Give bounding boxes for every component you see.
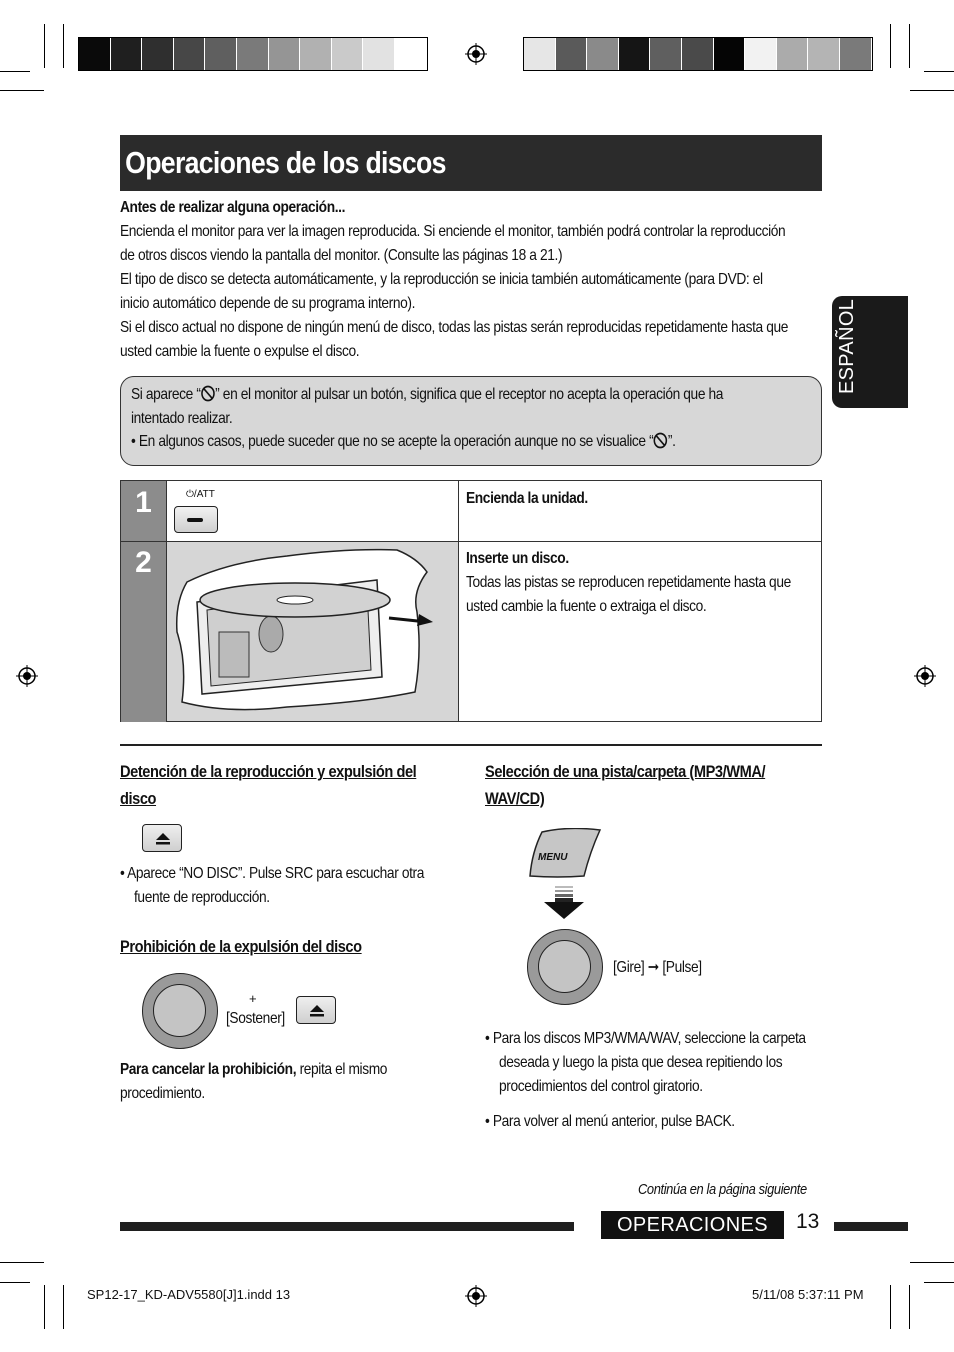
cancel-text: repita el mismo (296, 1061, 388, 1078)
color-swatch (363, 38, 395, 70)
intro-line: usted cambie la fuente o expulse el disco. (120, 343, 360, 360)
color-swatch (650, 38, 682, 70)
registration-mark-icon (465, 1285, 487, 1307)
cancel-text: procedimiento. (120, 1085, 205, 1102)
color-swatch (524, 38, 556, 70)
color-swatch (587, 38, 619, 70)
color-swatch (714, 38, 746, 70)
note-text: Si aparece “ (131, 386, 201, 403)
power-att-button[interactable] (174, 506, 218, 533)
eject-button[interactable] (296, 996, 336, 1024)
eject-button[interactable] (142, 824, 182, 852)
cancel-bold: Para cancelar la prohibición, (120, 1061, 297, 1078)
prohibited-icon (201, 385, 216, 402)
print-file-info: SP12-17_KD-ADV5580[J]1.indd 13 (87, 1287, 291, 1302)
intro-line: Si el disco actual no dispone de ningún menú de disco, todas las pistas serán reproducidas repetidamente hasta que (120, 319, 789, 336)
color-swatch (619, 38, 651, 70)
step-text: Todas las pistas se reproducen repetidamente hasta que (466, 574, 791, 591)
down-arrow-icon (544, 886, 584, 920)
eject-icon (143, 825, 183, 853)
step-number: 1 (121, 481, 166, 541)
note-box (120, 376, 822, 466)
prohibited-icon (653, 432, 668, 449)
color-swatch (142, 38, 174, 70)
intro-line: Encienda el monitor para ver la imagen reproducida. Si enciende el monitor, también podrá controlar la reproducción (120, 223, 786, 240)
color-swatch (395, 38, 427, 70)
stop-bullet (120, 862, 473, 910)
dial-instruction (613, 956, 702, 980)
step-2-text (466, 547, 844, 619)
color-swatch (682, 38, 714, 70)
hold-label: [Sostener] (226, 1010, 285, 1027)
color-swatch (174, 38, 206, 70)
print-date-info: 5/11/08 5:37:11 PM (752, 1287, 864, 1302)
control-dial[interactable] (527, 929, 603, 1005)
menu-label: MENU (538, 852, 568, 863)
section-heading: WAV/CD) (485, 789, 545, 808)
color-calibration-bar-right (523, 37, 873, 71)
step-title: Encienda la unidad. (466, 490, 588, 507)
arrow-right-icon: ➞ (647, 959, 659, 976)
power-button-label: ⏻/ATT (186, 489, 215, 500)
intro-heading: Antes de realizar alguna operación... (120, 199, 346, 216)
menu-button[interactable] (528, 828, 602, 878)
color-swatch (300, 38, 332, 70)
color-swatch (111, 38, 143, 70)
section-heading: Selección de una pista/carpeta (MP3/WMA/ (485, 762, 766, 781)
bullet-text: procedimientos del control giratorio. (499, 1078, 703, 1095)
intro-line: inicio automático depende de su programa interno). (120, 295, 416, 312)
registration-mark-icon (465, 43, 487, 65)
steps-table (120, 480, 822, 722)
continues-note: Continúa en la página siguiente (638, 1181, 807, 1198)
note-text: • En algunos casos, puede suceder que no se acepte la operación aunque no se visualice “ (131, 433, 654, 450)
intro-line: de otros discos viendo la pantalla del monitor. (Consulte las páginas 18 a 21.) (120, 247, 563, 264)
bullet-text: • Aparece “NO DISC”. Pulse SRC para escuchar otra (120, 865, 424, 882)
color-swatch (556, 38, 588, 70)
step-number: 2 (121, 541, 166, 722)
color-swatch (237, 38, 269, 70)
page-number: 13 (796, 1210, 820, 1233)
disc-insert-illustration (167, 542, 458, 721)
section-divider (120, 744, 822, 746)
stop-eject-section (120, 758, 465, 812)
language-label: ESPAÑOL (836, 298, 858, 394)
color-swatch (808, 38, 840, 70)
color-calibration-bar-left (78, 37, 428, 71)
press-label: [Pulse] (662, 959, 702, 976)
footer-bar (834, 1222, 908, 1231)
note-bullet (131, 430, 676, 454)
turn-label: [Gire] (613, 959, 645, 976)
note-text: ”. (667, 433, 676, 450)
note-text: intentado realizar. (131, 410, 233, 427)
color-swatch (745, 38, 777, 70)
page-title: Operaciones de los discos (125, 145, 446, 180)
page-title-bar (120, 135, 822, 191)
registration-mark-icon (914, 665, 936, 687)
section-heading: disco (120, 789, 157, 808)
bullet-text: • Para volver al menú anterior, pulse BACK. (485, 1113, 735, 1130)
registration-mark-icon (16, 665, 38, 687)
intro-line: El tipo de disco se detecta automáticamente, y la reproducción se inicia también automáticamente (para DVD: el (120, 271, 763, 288)
note-text: ” en el monitor al pulsar un botón, significa que el receptor no acepta la operación que ha (215, 386, 724, 403)
color-swatch (332, 38, 364, 70)
bullet-text: • Para los discos MP3/WMA/WAV, seleccione la carpeta (485, 1030, 806, 1047)
footer-section-label: OPERACIONES (601, 1211, 784, 1239)
plus-sign: + (249, 991, 257, 1006)
bullet-text: deseada y luego la pista que desea repitiendo los (499, 1054, 783, 1071)
color-swatch (777, 38, 809, 70)
select-bullet (485, 1027, 858, 1099)
select-track-section (485, 758, 811, 812)
eject-icon (297, 997, 337, 1025)
bullet-text: fuente de reproducción. (134, 889, 270, 906)
color-swatch (79, 38, 111, 70)
footer-bar (120, 1222, 574, 1231)
cancel-note (120, 1058, 431, 1106)
note-line (131, 383, 723, 407)
intro-section (120, 196, 897, 364)
step-text: usted cambie la fuente o extraiga el disco. (466, 598, 707, 615)
section-heading: Detención de la reproducción y expulsión del (120, 762, 417, 781)
section-heading: Prohibición de la expulsión del disco (120, 937, 362, 956)
color-swatch (269, 38, 301, 70)
control-dial[interactable] (142, 973, 218, 1049)
color-swatch (205, 38, 237, 70)
step-title: Inserte un disco. (466, 550, 569, 567)
color-swatch (840, 38, 872, 70)
